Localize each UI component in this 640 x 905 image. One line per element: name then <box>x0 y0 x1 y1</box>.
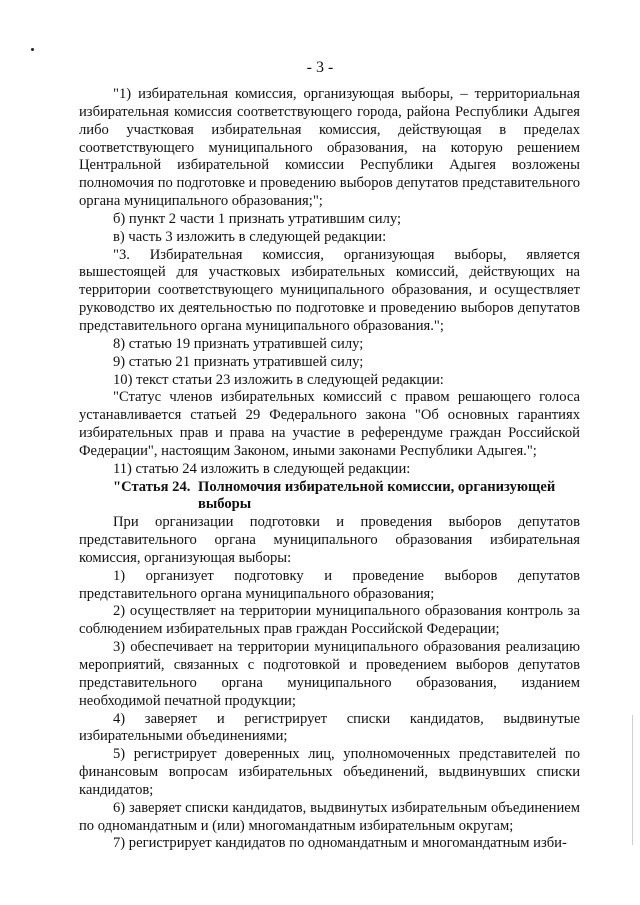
paragraph: 10) текст статьи 23 изложить в следующей редакции: <box>113 371 444 388</box>
paragraph: 11) статью 24 изложить в следующей редакции: <box>113 460 411 477</box>
paragraph: 9) статью 21 признать утратившей силу; <box>113 353 364 370</box>
article-number: "Статья 24. <box>113 478 191 495</box>
paragraph: 8) статью 19 признать утратившей силу; <box>113 335 364 352</box>
list-item: 7) регистрирует кандидатов по одномандатным и многомандатным изби- <box>113 835 567 852</box>
scan-edge-line <box>632 715 633 845</box>
article-title-line1: Полномочия избирательной комиссии, организующей <box>198 478 556 495</box>
paragraph: б) пункт 2 части 1 признать утратившим силу; <box>113 210 402 227</box>
paragraph: в) часть 3 изложить в следующей редакции: <box>113 228 387 245</box>
list-item: 2) осуществляет на территории муниципального образования контроль за соблюдением избирательных прав граждан Российской Федерации; <box>79 603 580 638</box>
list-item: 3) обеспечивает на территории муниципального образования реализацию мероприятий, связанных с подготовкой и проведением выборов депутатов представительного органа муниципального образования, изданием необходимой печатной продукции; <box>79 639 580 709</box>
list-item: 6) заверяет списки кандидатов, выдвинутых избирательным объединением по одномандатным и (или) многомандатным избирательным округам; <box>79 799 580 834</box>
paragraph: "1) избирательная комиссия, организующая выборы, – территориальная избирательная комиссия соответствующего города, района Республики Адыгея либо участковая избирательная комиссия, действующая в пределах соответствующего муниципального образования, на которую решением Центральной избирательной комиссии Республики Адыгея возложены полномочия по подготовке и проведению выборов депутатов представительного органа муниципального образования;"; <box>79 86 580 210</box>
list-item: 5) регистрирует доверенных лиц, уполномоченных представителей по финансовым вопросам избирательных объединений, выдвинувших списки кандидатов; <box>79 746 580 798</box>
paragraph: "3. Избирательная комиссия, организующая выборы, является вышестоящей для участковых избирательных комиссий, действующих на территории соответствующего муниципального образования, и осуществляет руководство их деятельностью по подготовке и проведению выборов депутатов представительного органа муниципального образования."; <box>79 246 580 334</box>
document-body <box>79 86 580 853</box>
list-item: 4) заверяет и регистрирует списки кандидатов, выдвинутые избирательными объединениями; <box>79 710 580 745</box>
article-heading <box>79 479 580 515</box>
scan-dot <box>31 48 34 51</box>
page-number: - 3 - <box>306 59 334 76</box>
paragraph: "Статус членов избирательных комиссий с правом решающего голоса устанавливается статьей 29 Федерального закона "Об основных гарантиях избирательных прав и права на участие в референдуме граждан Российской Федерации", настоящим Законом, иными законами Республики Адыгея."; <box>79 389 580 459</box>
list-item: 1) организует подготовку и проведение выборов депутатов представительного органа муниципального образования; <box>79 567 580 602</box>
article-title-line2: выборы <box>198 496 252 513</box>
paragraph: При организации подготовки и проведения выборов депутатов представительного органа муниципального образования избирательная комиссия, организующая выборы: <box>79 514 580 566</box>
